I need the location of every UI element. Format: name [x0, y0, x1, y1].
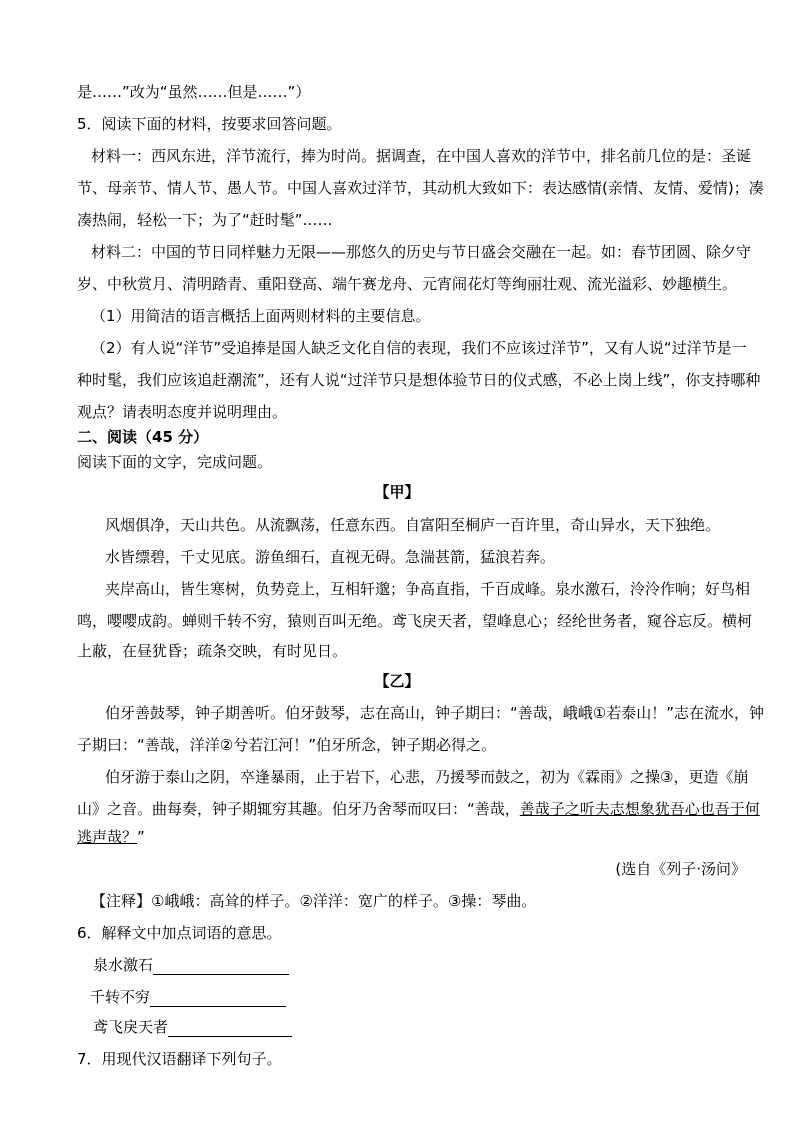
closing-quote: ” [137, 828, 145, 846]
answer-blank[interactable] [153, 958, 289, 975]
passage-yi-p2-line-2 [77, 799, 760, 819]
subquestion-1: （1）用简洁的语言概括上面两则材料的主要信息。 [91, 307, 431, 325]
material-1-line-3: 凑热闹，轻松一下；为了“赶时髦”…… [77, 211, 333, 229]
material-2-line-1: 材料二：中国的节日同样魅力无限——那悠久的历史与节日盛会交融在一起。如：春节团圆、除夕守 [91, 243, 752, 261]
passage-jia-p3-line-2: 鸣，嘤嘤成韵。蝉则千转不穷，猿则百叫无绝。鸢飞戾天者，望峰息心；经纶世务者，窥谷忘反。横柯 [77, 612, 753, 630]
passage-yi-p2-line-1: 伯牙游于泰山之阴，卒逢暴雨，止于岩下，心悲，乃援琴而鼓之，初为《霖雨》之操③，更造《崩 [105, 768, 749, 786]
answer-blank[interactable] [150, 990, 286, 1007]
passage-yi-heading: 【乙】 [374, 672, 420, 690]
vocab-item-2 [90, 987, 286, 1007]
vocab-word: 泉水激石 [93, 956, 154, 974]
passage-yi-p2-text: 山》之音。曲每奏，钟子期辄穷其趣。伯牙乃舍琴而叹曰：“善哉， [77, 800, 520, 818]
question-7-prompt: 7．用现代汉语翻译下列句子。 [77, 1050, 282, 1068]
material-1-line-2: 节、母亲节、情人节、愚人节。中国人喜欢过洋节，其动机大致如下：表达感情(亲情、友情、爱情)；凑 [77, 179, 764, 197]
passage-jia-p1: 风烟俱净，天山共色。从流飘荡，任意东西。自富阳至桐庐一百许里，奇山异水，天下独绝。 [105, 516, 721, 534]
annotations: 【注释】①峨峨：高耸的样子。②洋洋：宽广的样子。③操：琴曲。 [91, 892, 537, 910]
question-6-prompt: 6．解释文中加点词语的意思。 [77, 924, 282, 942]
underlined-sentence-part-2: 逃声哉？ [77, 828, 138, 846]
section-2-heading: 二、阅读（45 分） [77, 428, 209, 446]
passage-yi-p1-line-1: 伯牙善鼓琴，钟子期善听。伯牙鼓琴，志在高山，钟子期曰：“善哉，峨峨①若泰山！”志在流水，钟 [105, 704, 764, 722]
subquestion-2-line-3: 观点？请表明态度并说明理由。 [77, 403, 288, 421]
question-5-prompt: 5．阅读下面的材料，按要求回答问题。 [77, 115, 342, 133]
text-line: 是……”改为“虽然……但是……”） [77, 83, 311, 101]
vocab-word: 千转不穷 [90, 988, 151, 1006]
underlined-sentence-part-1: 善哉子之听夫志想象犹吾心也吾于何 [519, 800, 760, 818]
subquestion-2-line-2: 种时髦，我们应该追赶潮流”，还有人说“过洋节只是想体验节日的仪式感，不必上岗上线”，你支持哪种 [77, 371, 761, 389]
passage-jia-heading: 【甲】 [374, 483, 420, 501]
passage-yi-p1-line-2: 子期曰：“善哉，洋洋②兮若江河！”伯牙所念，钟子期必得之。 [77, 736, 496, 754]
passage-jia-p3-line-3: 上蔽，在昼犹昏；疏条交映，有时见日。 [77, 642, 348, 660]
answer-blank[interactable] [168, 1020, 292, 1037]
vocab-item-3 [93, 1017, 292, 1037]
material-1-line-1: 材料一：西风东进，洋节流行，捧为时尚。据调查，在中国人喜欢的洋节中，排名前几位的是：圣诞 [91, 147, 752, 165]
vocab-word: 鸢飞戾天者 [93, 1018, 169, 1036]
material-2-line-2: 岁、中秋赏月、清明踏青、重阳登高、端午赛龙舟、元宵闹花灯等绚丽壮观、流光溢彩、妙趣横生。 [77, 275, 738, 293]
passage-jia-p3-line-1: 夹岸高山，皆生寒树，负势竞上，互相轩邈；争高直指，千百成峰。泉水激石，泠泠作响；好鸟相 [105, 580, 751, 598]
vocab-item-1 [93, 955, 289, 975]
passage-jia-p2: 水皆缥碧，千丈见底。游鱼细石，直视无碍。急湍甚箭，猛浪若奔。 [105, 548, 556, 566]
source-citation: (选自《列子·汤问》 [615, 860, 746, 878]
reading-instructions: 阅读下面的文字，完成问题。 [77, 453, 273, 471]
passage-yi-p2-line-3 [77, 827, 145, 847]
subquestion-2-line-1: （2）有人说“洋节”受追捧是国人缺乏文化自信的表现，我们不应该过洋节”，又有人说“过洋节是一 [91, 339, 747, 357]
